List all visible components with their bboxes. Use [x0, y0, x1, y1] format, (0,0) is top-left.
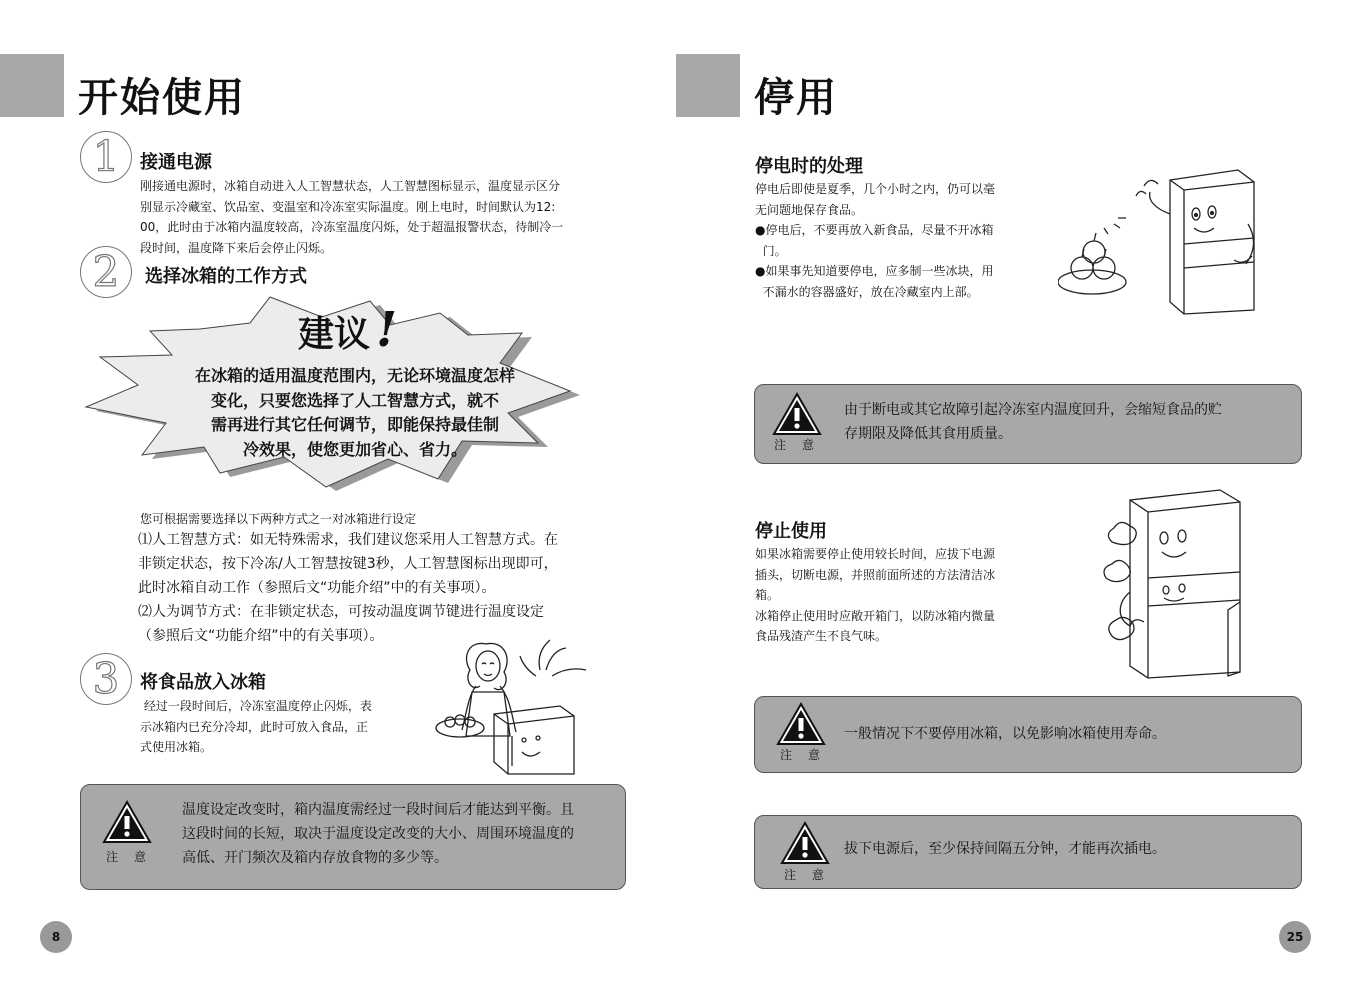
- right-title-block: [676, 54, 740, 117]
- warning-label: 注意: [784, 868, 841, 882]
- mode-text: ⑴人工智慧方式：如无特殊需求，我们建议您采用人工智慧方式。在 非锁定状态，按下冷冻/人工智慧按键3秒，人工智慧图标出现即可， 此时冰箱自动工作（参照后文“功能介绍”中的有关事项）。 ⑵人为调节方式：在非锁定状态，可按动温度调节键进行温度设定 （参照后文“功能介绍”中的有关事项）。: [138, 532, 558, 644]
- page-number-right: 25: [1279, 921, 1311, 953]
- open-fridge-illustration: [1100, 486, 1250, 680]
- stop-title: 停止使用: [755, 521, 827, 542]
- suggestion-text: 在冰箱的适用温度范围内，无论环境温度怎样 变化，只要您选择了人工智慧方式，就不 需再进行其它任何调节，即能保持最佳制 冷效果，使您更加省心、省力。: [194, 366, 515, 459]
- step-1-number: 1: [80, 131, 132, 183]
- warning-label: 注意: [106, 850, 163, 864]
- suggestion-heading-text: 建议: [298, 314, 371, 355]
- woman-fridge-illustration: [432, 636, 600, 776]
- step-3-number: 3: [80, 653, 132, 705]
- step-1-text: 刚接通电源时，冰箱自动进入人工智慧状态，人工智慧图标显示，温度显示区分 别显示冷藏室、饮品室、变温室和冷冻室实际温度。刚上电时，时间默认为12: 00，此时由于冰箱内温度较高，冷冻室温度闪烁，处于超温报警状态，待制冷一 段时间，温度降下来后会停止闪烁。: [140, 179, 564, 255]
- right-note-3-text: 拔下电源后，至少保持间隔五分钟，才能再次插电。: [844, 841, 1166, 857]
- suggestion-heading: [298, 302, 398, 358]
- warning-triangle-icon: [780, 821, 830, 865]
- outage-text: 停电后即使是夏季，几个小时之内，仍可以毫 无问题地保存食品。 ●停电后，不要再放入新食品，尽量不开冰箱 门。 ●如果事先知道要停电，应多制一些冰块，用 不漏水的容器盛好，放在冷藏室内上部。: [755, 182, 996, 299]
- step-2-number: 2: [80, 246, 132, 298]
- warning-label: 注意: [774, 438, 831, 452]
- page-number-left: 8: [40, 921, 72, 953]
- stop-text: 如果冰箱需要停止使用较长时间，应拔下电源 插头，切断电源，并照前面所述的方法清洁冰 箱。 冰箱停止使用时应敞开箱门，以防冰箱内微量 食品残渣产生不良气味。: [755, 547, 996, 643]
- fridge-apples-illustration: [1058, 164, 1258, 316]
- page-title-right: 停用: [754, 75, 838, 121]
- page-title-left: 开始使用: [78, 75, 246, 121]
- outage-title: 停电时的处理: [755, 156, 863, 177]
- warning-label: 注意: [780, 748, 837, 762]
- step-3-title: 将食品放入冰箱: [140, 672, 266, 693]
- warning-triangle-icon: [772, 392, 822, 436]
- step-3-text: 经过一段时间后，冷冻室温度停止闪烁，表 示冰箱内已充分冷却，此时可放入食品，正 式使用冰箱。: [140, 699, 372, 754]
- right-note-2-text: 一般情况下不要停用冰箱，以免影响冰箱使用寿命。: [844, 726, 1166, 742]
- left-title-block: [0, 54, 64, 117]
- mode-intro: 您可根据需要选择以下两种方式之一对冰箱进行设定: [140, 512, 417, 526]
- right-note-1-text: 由于断电或其它故障引起冷冻室内温度回升，会缩短食品的贮 存期限及降低其食用质量。: [844, 402, 1222, 442]
- step-2-title: 选择冰箱的工作方式: [145, 266, 307, 287]
- left-note-text: 温度设定改变时，箱内温度需经过一段时间后才能达到平衡。且 这段时间的长短，取决于温度设定改变的大小、周围环境温度的 高低、开门频次及箱内存放食物的多少等。: [182, 802, 574, 866]
- step-1-title: 接通电源: [140, 152, 212, 173]
- warning-triangle-icon: [102, 800, 152, 844]
- warning-triangle-icon: [776, 702, 826, 746]
- exclamation-mark: !: [376, 302, 398, 358]
